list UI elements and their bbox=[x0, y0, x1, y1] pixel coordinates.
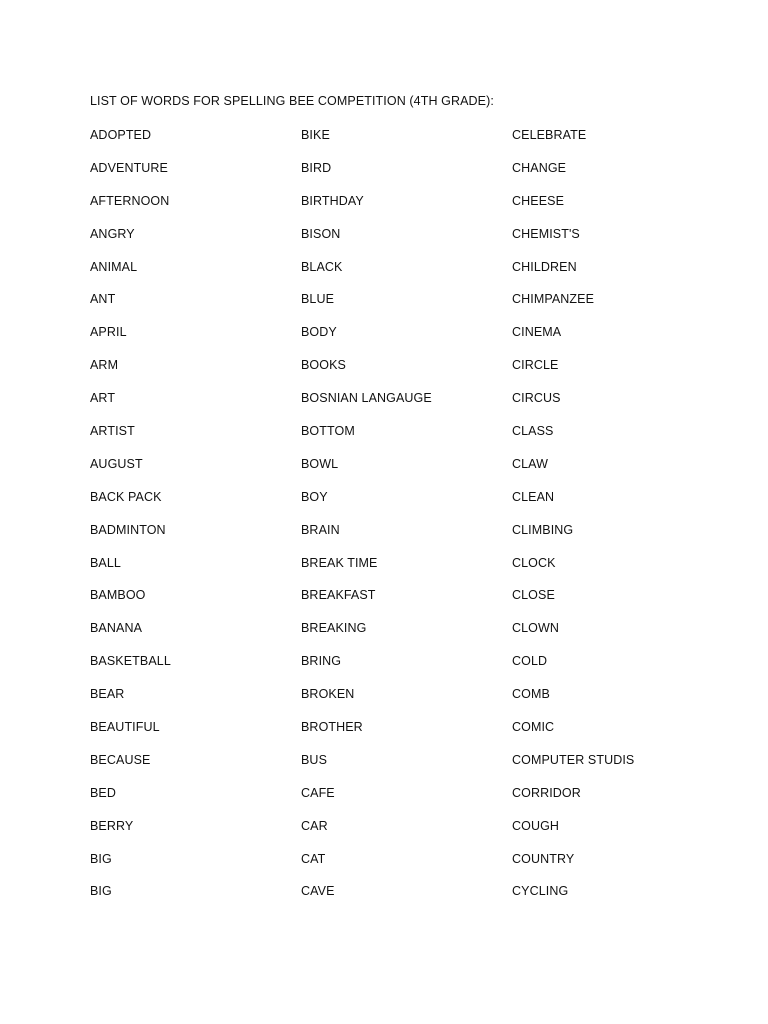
word-item: CHANGE bbox=[512, 160, 567, 175]
word-item: ANT bbox=[90, 292, 116, 307]
word-item: ARM bbox=[90, 358, 119, 373]
word-item: CAR bbox=[301, 818, 328, 833]
word-item: COUGH bbox=[512, 818, 560, 833]
word-item: BERRY bbox=[90, 818, 134, 833]
word-item: BROTHER bbox=[301, 720, 363, 735]
word-item: ADOPTED bbox=[90, 128, 152, 142]
word-list bbox=[90, 127, 710, 916]
word-item: BED bbox=[90, 785, 117, 800]
word-item: BREAK TIME bbox=[301, 555, 378, 570]
word-item: BIG bbox=[90, 884, 112, 899]
word-item: COMPUTER STUDIS bbox=[512, 752, 635, 767]
word-item: BANANA bbox=[90, 621, 143, 636]
word-item: ANIMAL bbox=[90, 259, 138, 274]
word-item: BOSNIAN LANGAUGE bbox=[301, 391, 432, 406]
word-item: CLEAN bbox=[512, 489, 555, 504]
word-item: BOWL bbox=[301, 456, 339, 471]
word-item: ADVENTURE bbox=[90, 160, 168, 175]
word-item: BUS bbox=[301, 752, 328, 767]
word-item: COLD bbox=[512, 654, 548, 669]
word-item: ANGRY bbox=[90, 226, 135, 241]
word-item: AFTERNOON bbox=[90, 193, 170, 208]
word-item: BLACK bbox=[301, 259, 343, 274]
word-item: CAVE bbox=[301, 884, 335, 899]
word-item: BIRTHDAY bbox=[301, 193, 364, 208]
document-title: LIST OF WORDS FOR SPELLING BEE COMPETITION (4TH GRADE): bbox=[90, 94, 494, 108]
word-item: BASKETBALL bbox=[90, 654, 171, 669]
word-item: CLASS bbox=[512, 424, 554, 439]
word-item: BOOKS bbox=[301, 358, 346, 373]
word-item: BACK PACK bbox=[90, 489, 162, 504]
word-item: BOTTOM bbox=[301, 424, 355, 439]
word-item: BISON bbox=[301, 226, 341, 241]
word-item: BAMBOO bbox=[90, 588, 146, 603]
word-item: CLOCK bbox=[512, 555, 556, 570]
word-item: BIG bbox=[90, 851, 112, 866]
word-item: BALL bbox=[90, 555, 121, 570]
word-item: CHILDREN bbox=[512, 259, 577, 274]
word-item: CAFE bbox=[301, 785, 335, 800]
word-item: CORRIDOR bbox=[512, 785, 581, 800]
word-item: BECAUSE bbox=[90, 752, 151, 767]
word-item: COUNTRY bbox=[512, 851, 575, 866]
word-item: BIKE bbox=[301, 128, 330, 142]
word-item: CHIMPANZEE bbox=[512, 292, 595, 307]
word-item: APRIL bbox=[90, 325, 127, 340]
word-item: BOY bbox=[301, 489, 328, 504]
word-item: CLAW bbox=[512, 456, 549, 471]
word-item: BADMINTON bbox=[90, 522, 166, 537]
word-item: CINEMA bbox=[512, 325, 562, 340]
word-item: BRING bbox=[301, 654, 342, 669]
word-item: BODY bbox=[301, 325, 337, 340]
word-item: BEAR bbox=[90, 687, 125, 702]
word-item: BEAUTIFUL bbox=[90, 720, 160, 735]
word-item: COMIC bbox=[512, 720, 555, 735]
word-item: COMB bbox=[512, 687, 550, 702]
word-item: BREAKING bbox=[301, 621, 367, 636]
word-item: CLOSE bbox=[512, 588, 555, 603]
word-item: CELEBRATE bbox=[512, 128, 587, 142]
word-item: CHEMIST'S bbox=[512, 226, 580, 241]
word-item: CAT bbox=[301, 851, 326, 866]
word-item: BLUE bbox=[301, 292, 335, 307]
word-item: ART bbox=[90, 391, 116, 406]
word-item: BREAKFAST bbox=[301, 588, 376, 603]
word-item: CLOWN bbox=[512, 621, 560, 636]
word-item: CLIMBING bbox=[512, 522, 574, 537]
word-item: CIRCUS bbox=[512, 391, 561, 406]
word-item: AUGUST bbox=[90, 456, 143, 471]
word-item: BROKEN bbox=[301, 687, 355, 702]
word-item: BIRD bbox=[301, 160, 332, 175]
word-item: BRAIN bbox=[301, 522, 340, 537]
word-item: CHEESE bbox=[512, 193, 565, 208]
word-item: CIRCLE bbox=[512, 358, 559, 373]
word-item: CYCLING bbox=[512, 884, 569, 899]
word-item: ARTIST bbox=[90, 424, 135, 439]
